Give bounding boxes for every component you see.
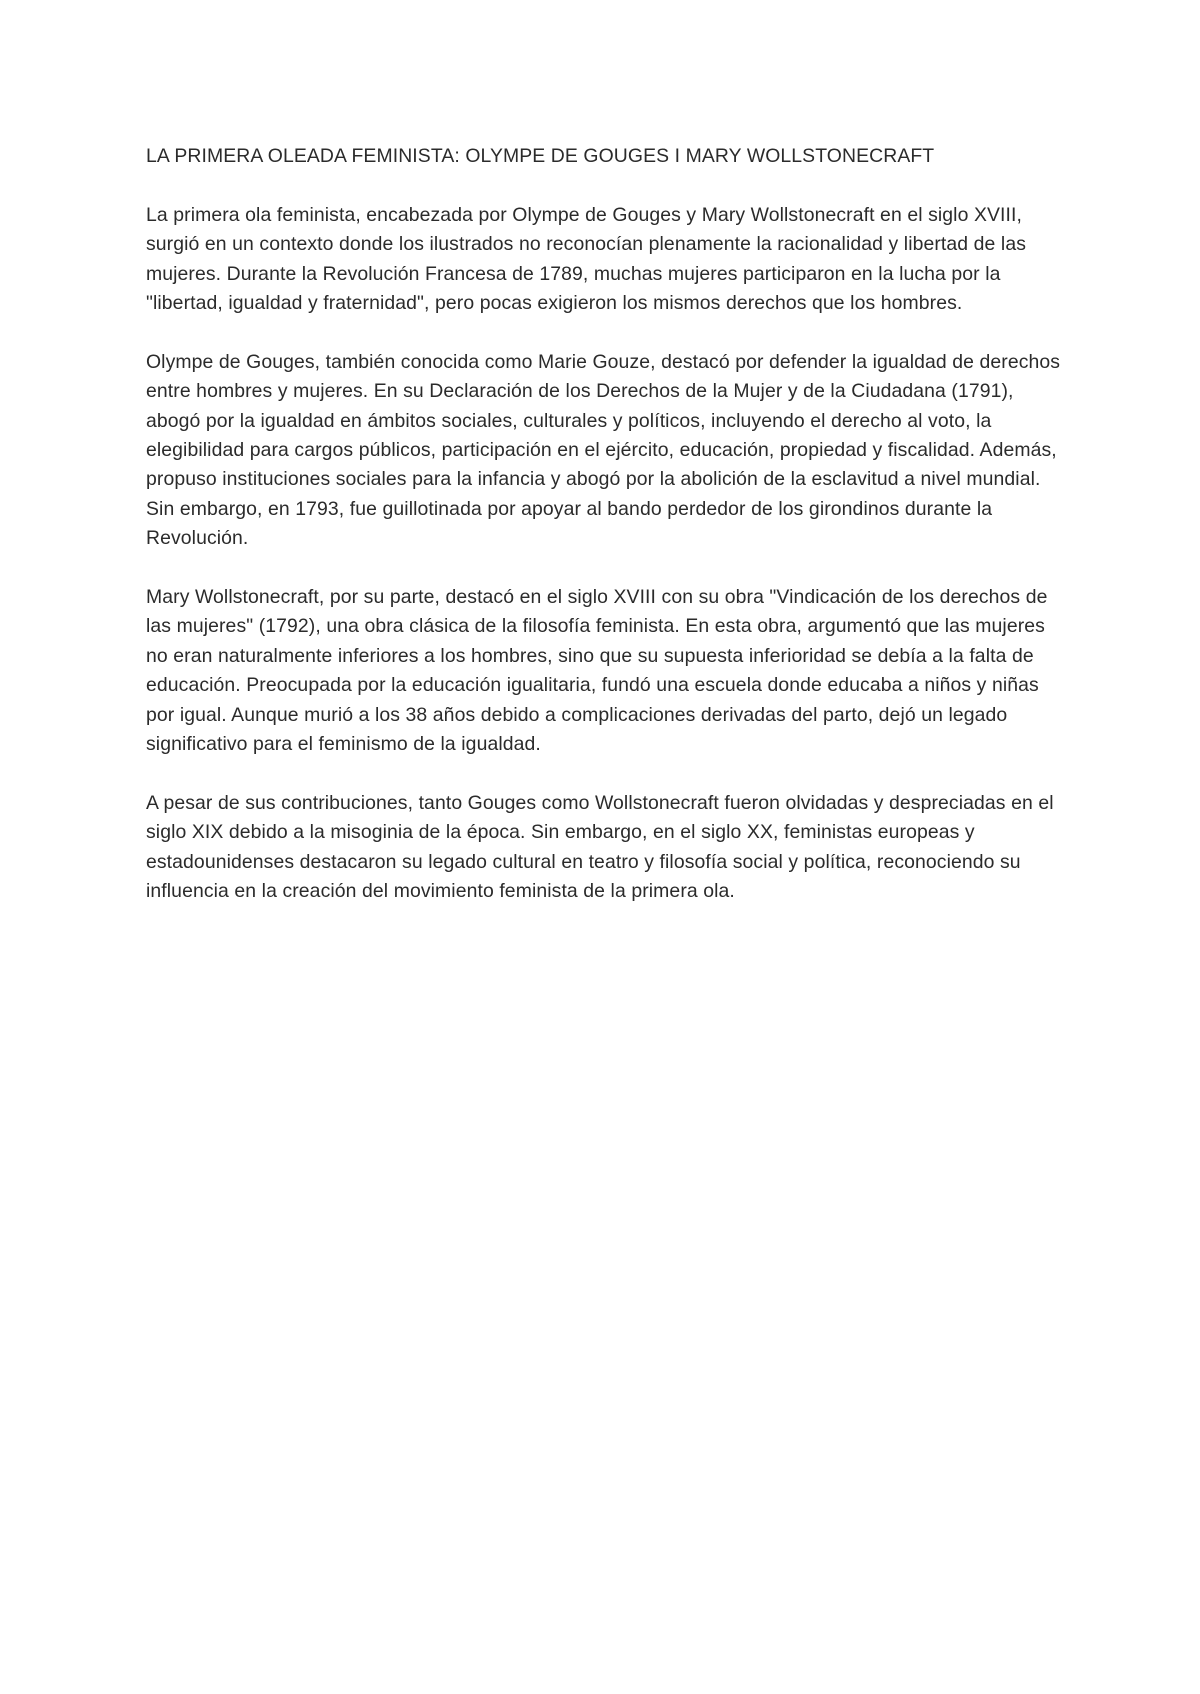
paragraph-legacy: A pesar de sus contribuciones, tanto Gouges como Wollstonecraft fueron olvidadas y despreciadas en el siglo XIX debido a la misoginia de la época. Sin embargo, en el siglo XX, feministas europeas y estadounidenses destacaron su legado cultural en teatro y filosofía social y política, reconociendo su influencia en la creación del movimiento feminista de la primera ola. — [146, 791, 1054, 903]
document-title: LA PRIMERA OLEADA FEMINISTA: OLYMPE DE GOUGES I MARY WOLLSTONECRAFT — [146, 145, 935, 167]
paragraph-olympe-de-gouges: Olympe de Gouges, también conocida como Marie Gouze, destacó por defender la igualdad de derechos entre hombres y mujeres. En su Declaración de los Derechos de la Mujer y de la Ciudadana (1791), abogó por la igualdad en ámbitos sociales, culturales y políticos, incluyendo el derecho al voto, la elegibilidad para cargos públicos, participación en el ejército, educación, propiedad y fiscalidad. Además, propuso instituciones sociales para la infancia y abogó por la abolición de la esclavitud a nivel mundial. Sin embargo, en 1793, fue guillotinada por apoyar al bando perdedor de los girondinos durante la Revolución. — [146, 350, 1061, 550]
document-body — [146, 142, 1066, 936]
paragraph-intro: La primera ola feminista, encabezada por Olympe de Gouges y Mary Wollstonecraft en el siglo XVIII, surgió en un contexto donde los ilustrados no reconocían plenamente la racionalidad y libertad de las mujeres. Durante la Revolución Francesa de 1789, muchas mujeres participaron en la lucha por la "libertad, igualdad y fraternidad", pero pocas exigieron los mismos derechos que los hombres. — [146, 203, 1027, 315]
paragraph-mary-wollstonecraft: Mary Wollstonecraft, por su parte, destacó en el siglo XVIII con su obra "Vindicación de los derechos de las mujeres" (1792), una obra clásica de la filosofía feminista. En esta obra, argumentó que las mujeres no eran naturalmente inferiores a los hombres, sino que su supuesta inferioridad se debía a la falta de educación. Preocupada por la educación igualitaria, fundó una escuela donde educaba a niños y niñas por igual. Aunque murió a los 38 años debido a complicaciones derivadas del parto, dejó un legado significativo para el feminismo de la igualdad. — [146, 586, 1048, 756]
